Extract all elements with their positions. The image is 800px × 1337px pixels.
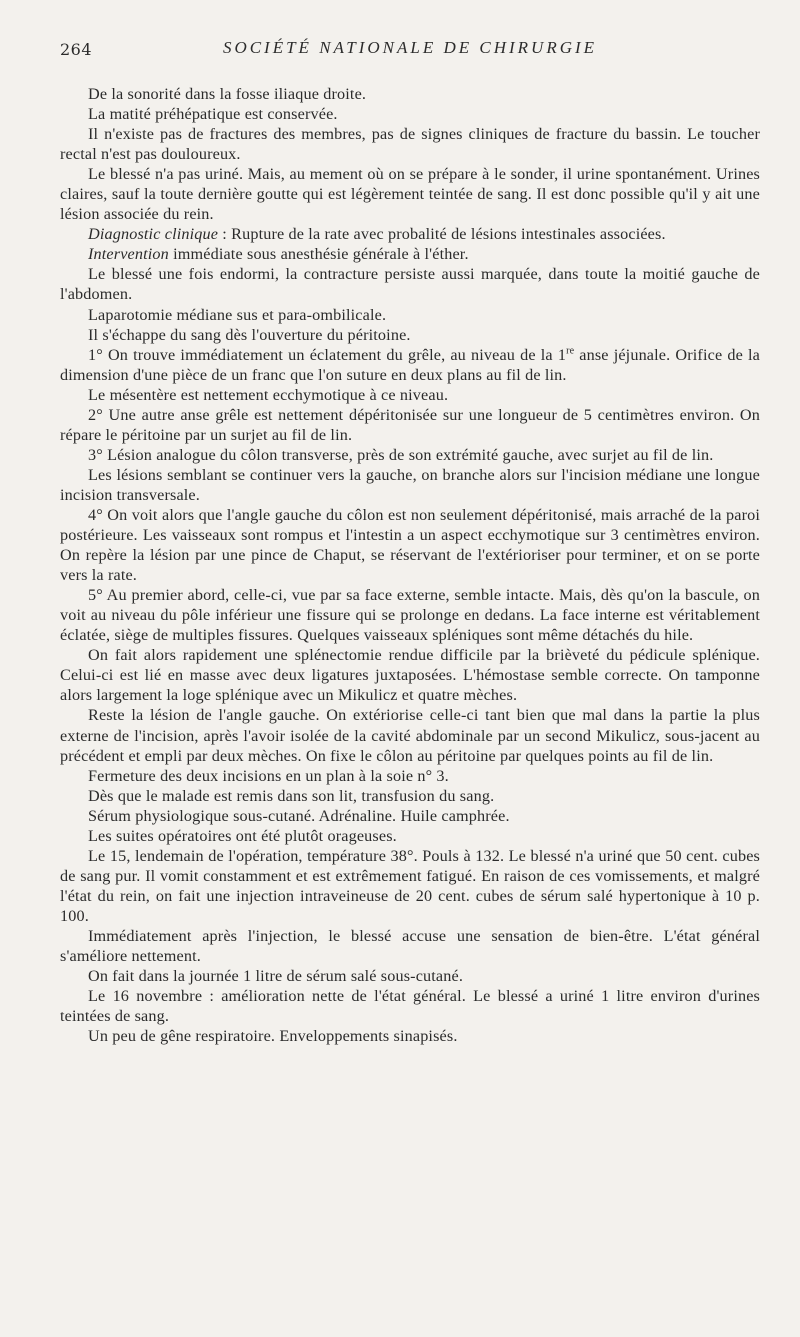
running-title: SOCIÉTÉ NATIONALE DE CHIRURGIE [222,38,598,57]
paragraph: 3° Lésion analogue du côlon transverse, près de son extrémité gauche, avec surjet au fil de lin. [88,445,714,464]
paragraph: Fermeture des deux incisions en un plan à la soie n° 3. [88,766,449,785]
paragraph-diagnostic: Diagnostic clinique : Rupture de la rate avec probalité de lésions intestinales associées. [88,225,666,244]
diagnostic-label: Diagnostic clinique [88,225,219,244]
paragraph: Les lésions semblant se continuer vers la gauche, on branche alors sur l'incision médiane une longue incision transversale. [60,465,760,504]
page-number: 264 [60,40,93,59]
paragraph: Laparotomie médiane sus et para-ombilicale. [88,305,387,324]
paragraph: Immédiatement après l'injection, le blessé accuse une sensation de bien-être. L'état général s'améliore nettement. [60,926,760,966]
paragraph: De la sonorité dans la fosse iliaque droite. [88,85,367,103]
paragraph: Reste la lésion de l'angle gauche. On extériorise celle-ci tant bien que mal dans la partie la plus externe de l'incision, après l'avoir isolée de la cavité abdominale par un second Mikulicz, sous-jacent au précédent et empli par deux mèches. On fixe le côlon au péritoine par quelques points au fil de lin. [60,706,760,765]
paragraph: Il s'échappe du sang dès l'ouverture du péritoine. [88,325,411,344]
intervention-label: Intervention [88,245,169,264]
superscript: re [566,345,575,357]
paragraph: 2° Une autre anse grêle est nettement dépéritonisée sur une longueur de 5 centimètres environ. On répare le péritoine par un surjet au fil de lin. [60,405,760,444]
paragraph: Le blessé une fois endormi, la contracture persiste aussi marquée, dans toute la moitié gauche de l'abdomen. [60,265,760,304]
paragraph: Le blessé n'a pas uriné. Mais, au mement où on se prépare à le sonder, il urine spontanément. Urines claires, sauf la toute dernière goutte qui est légèrement teintée de sang. Il est donc possible qu'il y ait une lésion associée du rein. [60,165,760,224]
paragraph: Il n'existe pas de fractures des membres, pas de signes cliniques de fracture du bassin. Le toucher rectal n'est pas douloureux. [60,125,760,164]
paragraph: Le 16 novembre : amélioration nette de l'état général. Le blessé a uriné 1 litre environ d'urines teintées de sang. [60,987,760,1026]
paragraph: 5° Au premier abord, celle-ci, vue par sa face externe, semble intacte. Mais, dès qu'on la bascule, on voit au niveau du pôle inférieur une fissure qui se prolonge en dedans. La face interne est véritablement éclatée, siège de multiples fissures. Quelques vaisseaux spléniques sont même détachés du hile. [60,586,760,645]
paragraph: On fait dans la journée 1 litre de sérum salé sous-cutané. [88,967,464,986]
paragraph: La matité préhépatique est conservée. [88,105,338,124]
paragraph: Le mésentère est nettement ecchymotique à ce niveau. [88,385,449,404]
paragraph: On fait alors rapidement une splénectomie rendue difficile par la brièveté du pédicule splénique. Celui-ci est lié en masse avec deux ligatures juxtaposées. L'hémostase semble correcte. On tamponne alors largement la loge splénique avec un Mikulicz et quatre mèches. [60,646,760,705]
page-header [60,38,760,62]
paragraph: Le 15, lendemain de l'opération, température 38°. Pouls à 132. Le blessé n'a uriné que 50 cent. cubes de sang pur. Il vomit constamment et est extrêmement fatigué. En raison de ces vomissements, et malgré l'état du rein, on fait une injection intraveineuse de 20 cent. cubes de sérum salé hypertonique à 10 p. 100. [60,846,760,925]
paragraph: Sérum physiologique sous-cutané. Adrénaline. Huile camphrée. [88,806,510,825]
paragraph: Les suites opératoires ont été plutôt orageuses. [88,826,397,845]
paragraph: 4° On voit alors que l'angle gauche du côlon est non seulement dépéritonisé, mais arraché de la paroi postérieure. Les vaisseaux sont rompus et l'intestin a un aspect ecchymotique sur 3 centimètres environ. On repère la lésion par une pince de Chaput, se réservant de l'extérioriser pour terminer, et on se porte vers la rate. [60,505,760,585]
body-text [60,84,760,1046]
paragraph: 1° On trouve immédiatement un éclatement du grêle, au niveau de la 1re anse jéjunale. Orifice de la dimension d'une pièce de un franc que l'on suture en deux plans au fil de lin. [60,345,760,384]
paragraph-intervention: Intervention immédiate sous anesthésie générale à l'éther. [88,245,469,264]
paragraph: Un peu de gêne respiratoire. Enveloppements sinapisés. [88,1027,458,1046]
paragraph: Dès que le malade est remis dans son lit, transfusion du sang. [88,786,495,805]
